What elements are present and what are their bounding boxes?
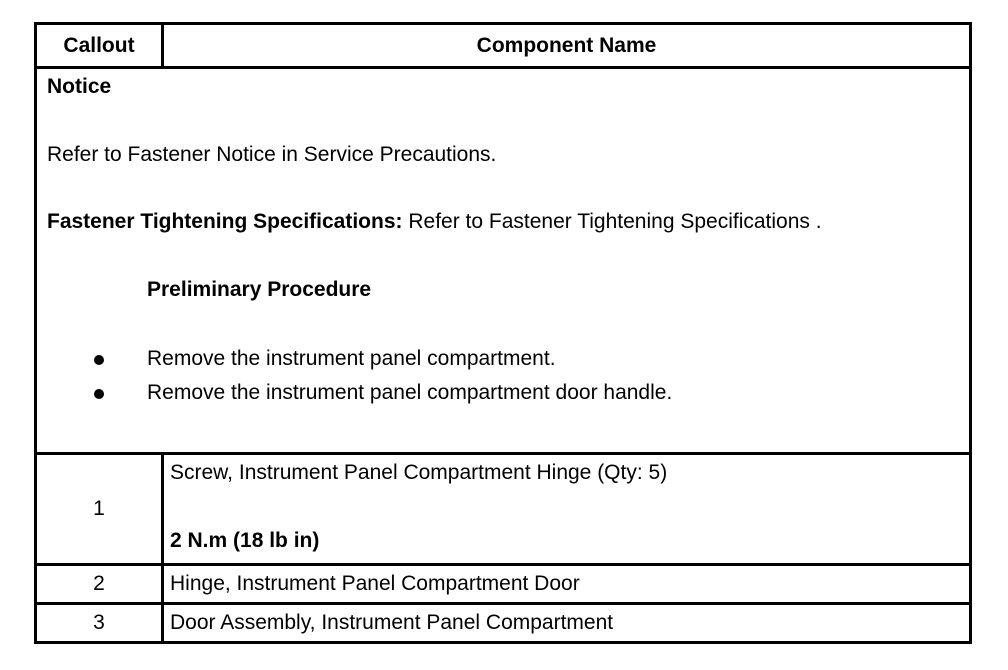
table-row <box>37 602 969 641</box>
fastener-notice-text: Refer to Fastener Notice in Service Precautions. <box>47 143 497 166</box>
step-text: Remove the instrument panel compartment. <box>147 347 556 370</box>
bullet-icon <box>94 389 104 399</box>
table-row <box>37 452 969 563</box>
fastener-spec-line <box>47 210 822 234</box>
bullet-icon <box>94 355 104 365</box>
table-header-row <box>37 25 969 66</box>
callout-cell: 2 <box>37 566 164 602</box>
component-name-column-header: Component Name <box>476 33 657 57</box>
component-name-cell <box>164 455 969 563</box>
preliminary-procedure-title: Preliminary Procedure <box>147 278 372 301</box>
notice-section <box>37 66 969 452</box>
torque-spec: 2 N.m (18 lb in) <box>170 529 320 552</box>
callout-column-header: Callout <box>37 25 164 66</box>
step-text: Remove the instrument panel compartment door handle. <box>147 381 673 404</box>
fastener-spec-text: Refer to Fastener Tightening Specifications . <box>402 210 822 233</box>
callout-cell: 1 <box>37 455 164 563</box>
component-name-cell: Door Assembly, Instrument Panel Compartment <box>170 611 614 634</box>
fastener-spec-label: Fastener Tightening Specifications: <box>47 210 403 233</box>
callout-cell: 3 <box>37 605 164 641</box>
component-table <box>34 22 972 644</box>
table-row <box>37 563 969 602</box>
component-name-cell: Hinge, Instrument Panel Compartment Door <box>170 572 580 595</box>
notice-title: Notice <box>47 75 112 98</box>
component-name: Screw, Instrument Panel Compartment Hinge (Qty: 5) <box>170 461 668 484</box>
